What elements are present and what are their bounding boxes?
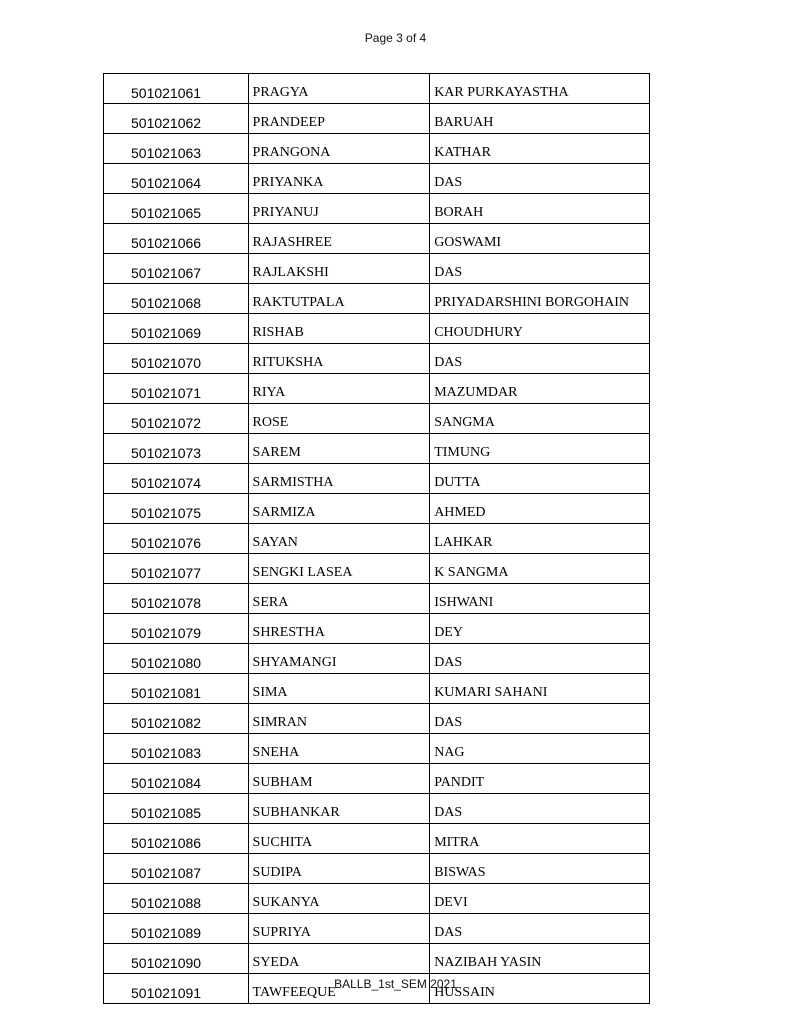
page-number: Page 3 of 4 bbox=[364, 31, 427, 45]
roll-number-cell: 501021074 bbox=[104, 464, 249, 494]
last-name-cell: GOSWAMI bbox=[430, 224, 650, 254]
first-name-cell: RAKTUTPALA bbox=[248, 284, 430, 314]
first-name-cell: SHRESTHA bbox=[248, 614, 430, 644]
table-row bbox=[104, 134, 650, 164]
roll-number-cell: 501021091 bbox=[104, 974, 249, 1004]
last-name-cell: CHOUDHURY bbox=[430, 314, 650, 344]
roll-number-cell: 501021086 bbox=[104, 824, 249, 854]
table-row bbox=[104, 284, 650, 314]
last-name-cell: DAS bbox=[430, 914, 650, 944]
first-name-cell: SIMA bbox=[248, 674, 430, 704]
roll-number-cell: 501021089 bbox=[104, 914, 249, 944]
first-name-cell: ROSE bbox=[248, 404, 430, 434]
first-name-cell: SERA bbox=[248, 584, 430, 614]
roll-number-cell: 501021066 bbox=[104, 224, 249, 254]
roll-number-cell: 501021083 bbox=[104, 734, 249, 764]
table-row bbox=[104, 854, 650, 884]
roll-number-cell: 501021078 bbox=[104, 584, 249, 614]
first-name-cell: RISHAB bbox=[248, 314, 430, 344]
first-name-cell: PRIYANKA bbox=[248, 164, 430, 194]
table-row bbox=[104, 614, 650, 644]
last-name-cell: BISWAS bbox=[430, 854, 650, 884]
page-footer: BALLB_1st_SEM 2021 bbox=[334, 977, 457, 991]
first-name-cell: SAYAN bbox=[248, 524, 430, 554]
last-name-cell: NAG bbox=[430, 734, 650, 764]
table-row bbox=[104, 944, 650, 974]
first-name-cell: RAJLAKSHI bbox=[248, 254, 430, 284]
last-name-cell: KAR PURKAYASTHA bbox=[430, 74, 650, 104]
table-row bbox=[104, 794, 650, 824]
table-row bbox=[104, 674, 650, 704]
last-name-cell: DAS bbox=[430, 704, 650, 734]
roll-number-cell: 501021062 bbox=[104, 104, 249, 134]
table-row bbox=[104, 704, 650, 734]
last-name-cell: KATHAR bbox=[430, 134, 650, 164]
first-name-cell: PRANGONA bbox=[248, 134, 430, 164]
last-name-cell: BARUAH bbox=[430, 104, 650, 134]
last-name-cell: MAZUMDAR bbox=[430, 374, 650, 404]
roll-number-cell: 501021067 bbox=[104, 254, 249, 284]
roll-number-cell: 501021073 bbox=[104, 434, 249, 464]
student-list-body bbox=[104, 74, 650, 1004]
roll-number-cell: 501021084 bbox=[104, 764, 249, 794]
roll-number-cell: 501021064 bbox=[104, 164, 249, 194]
roll-number-cell: 501021071 bbox=[104, 374, 249, 404]
table-row bbox=[104, 344, 650, 374]
last-name-cell: DUTTA bbox=[430, 464, 650, 494]
last-name-cell: TIMUNG bbox=[430, 434, 650, 464]
last-name-cell: PRIYADARSHINI BORGOHAIN bbox=[430, 284, 650, 314]
first-name-cell: SHYAMANGI bbox=[248, 644, 430, 674]
first-name-cell: PRANDEEP bbox=[248, 104, 430, 134]
roll-number-cell: 501021069 bbox=[104, 314, 249, 344]
first-name-cell: SAREM bbox=[248, 434, 430, 464]
first-name-cell: RITUKSHA bbox=[248, 344, 430, 374]
first-name-cell: SIMRAN bbox=[248, 704, 430, 734]
table-row bbox=[104, 914, 650, 944]
last-name-cell: ISHWANI bbox=[430, 584, 650, 614]
last-name-cell: NAZIBAH YASIN bbox=[430, 944, 650, 974]
table-row bbox=[104, 644, 650, 674]
table-row bbox=[104, 824, 650, 854]
student-list-table bbox=[103, 73, 650, 1004]
last-name-cell: DEVI bbox=[430, 884, 650, 914]
first-name-cell: RAJASHREE bbox=[248, 224, 430, 254]
first-name-cell: SYEDA bbox=[248, 944, 430, 974]
first-name-cell: RIYA bbox=[248, 374, 430, 404]
table-row bbox=[104, 194, 650, 224]
first-name-cell: SUBHAM bbox=[248, 764, 430, 794]
table-row bbox=[104, 884, 650, 914]
roll-number-cell: 501021075 bbox=[104, 494, 249, 524]
first-name-cell: PRIYANUJ bbox=[248, 194, 430, 224]
roll-number-cell: 501021088 bbox=[104, 884, 249, 914]
last-name-cell: KUMARI SAHANI bbox=[430, 674, 650, 704]
roll-number-cell: 501021068 bbox=[104, 284, 249, 314]
first-name-cell: PRAGYA bbox=[248, 74, 430, 104]
last-name-cell: DAS bbox=[430, 344, 650, 374]
table-row bbox=[104, 554, 650, 584]
last-name-cell: DAS bbox=[430, 254, 650, 284]
last-name-cell: MITRA bbox=[430, 824, 650, 854]
table-row bbox=[104, 584, 650, 614]
table-row bbox=[104, 224, 650, 254]
last-name-cell: K SANGMA bbox=[430, 554, 650, 584]
last-name-cell: DEY bbox=[430, 614, 650, 644]
first-name-cell: SUCHITA bbox=[248, 824, 430, 854]
table-row bbox=[104, 734, 650, 764]
last-name-cell: DAS bbox=[430, 794, 650, 824]
roll-number-cell: 501021061 bbox=[104, 74, 249, 104]
last-name-cell: HUSSAIN bbox=[430, 974, 650, 1004]
roll-number-cell: 501021072 bbox=[104, 404, 249, 434]
table-row bbox=[104, 374, 650, 404]
table-row bbox=[104, 524, 650, 554]
first-name-cell: TAWFEEQUE bbox=[248, 974, 430, 1004]
last-name-cell: PANDIT bbox=[430, 764, 650, 794]
table-row bbox=[104, 74, 650, 104]
table-row bbox=[104, 164, 650, 194]
last-name-cell: DAS bbox=[430, 644, 650, 674]
table-row bbox=[104, 494, 650, 524]
roll-number-cell: 501021065 bbox=[104, 194, 249, 224]
roll-number-cell: 501021077 bbox=[104, 554, 249, 584]
table-row bbox=[104, 404, 650, 434]
roll-number-cell: 501021087 bbox=[104, 854, 249, 884]
last-name-cell: BORAH bbox=[430, 194, 650, 224]
table-row bbox=[104, 254, 650, 284]
first-name-cell: SUDIPA bbox=[248, 854, 430, 884]
roll-number-cell: 501021090 bbox=[104, 944, 249, 974]
first-name-cell: SUKANYA bbox=[248, 884, 430, 914]
roll-number-cell: 501021079 bbox=[104, 614, 249, 644]
table-row bbox=[104, 764, 650, 794]
last-name-cell: DAS bbox=[430, 164, 650, 194]
table-row bbox=[104, 464, 650, 494]
table-row bbox=[104, 314, 650, 344]
first-name-cell: SUPRIYA bbox=[248, 914, 430, 944]
first-name-cell: SUBHANKAR bbox=[248, 794, 430, 824]
roll-number-cell: 501021080 bbox=[104, 644, 249, 674]
roll-number-cell: 501021076 bbox=[104, 524, 249, 554]
last-name-cell: LAHKAR bbox=[430, 524, 650, 554]
first-name-cell: SARMISTHA bbox=[248, 464, 430, 494]
roll-number-cell: 501021085 bbox=[104, 794, 249, 824]
roll-number-cell: 501021063 bbox=[104, 134, 249, 164]
first-name-cell: SARMIZA bbox=[248, 494, 430, 524]
last-name-cell: SANGMA bbox=[430, 404, 650, 434]
table-row bbox=[104, 434, 650, 464]
first-name-cell: SNEHA bbox=[248, 734, 430, 764]
last-name-cell: AHMED bbox=[430, 494, 650, 524]
roll-number-cell: 501021081 bbox=[104, 674, 249, 704]
first-name-cell: SENGKI LASEA bbox=[248, 554, 430, 584]
roll-number-cell: 501021082 bbox=[104, 704, 249, 734]
table-row bbox=[104, 104, 650, 134]
roll-number-cell: 501021070 bbox=[104, 344, 249, 374]
